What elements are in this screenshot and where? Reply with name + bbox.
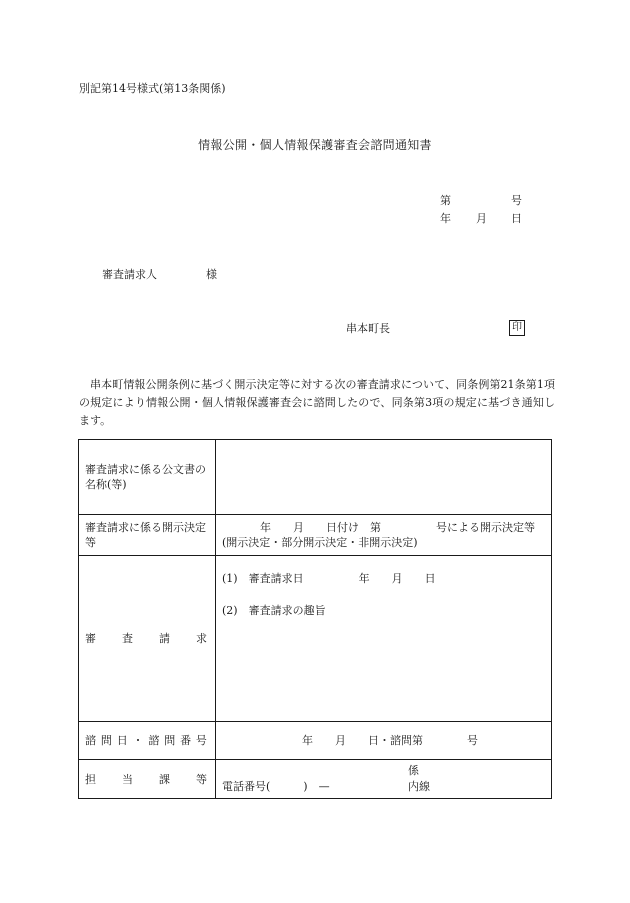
disclosure-decision-options: (開示決定・部分開示決定・非開示決定) xyxy=(222,536,418,549)
table-row xyxy=(79,515,552,556)
document-number xyxy=(440,194,522,208)
seal-mark: 印 xyxy=(509,320,525,336)
inquiry-label-char: 問 xyxy=(164,734,176,747)
document-title: 情報公開・個人情報保護審査会諮問通知書 xyxy=(198,138,432,152)
number-suffix: 号 xyxy=(511,194,522,207)
inquiry-label-char: 問 xyxy=(100,734,112,747)
inquiry-date-value[interactable] xyxy=(216,722,552,760)
request-value[interactable] xyxy=(216,556,552,722)
department-label-char: 担 xyxy=(85,772,96,786)
sender-name: 串本町長 xyxy=(346,322,390,335)
request-label xyxy=(79,556,216,722)
disclosure-decision-value[interactable] xyxy=(216,515,552,556)
department-value[interactable] xyxy=(216,760,552,799)
inquiry-date-label xyxy=(79,722,216,760)
department-label-char: 課 xyxy=(159,772,170,786)
addressee-honorific: 様 xyxy=(206,268,217,281)
date-year: 年 xyxy=(440,212,451,225)
department-label xyxy=(79,760,216,799)
inquiry-label-char: 日 xyxy=(116,734,128,747)
department-label-char: 当 xyxy=(122,772,133,786)
request-date-item: (1) 審査請求日 年 月 日 xyxy=(222,572,436,585)
disclosure-decision-line: 年 月 日付け 第 号による開示決定等 xyxy=(260,521,535,534)
inquiry-date-text: 年 月 日・諮問第 号 xyxy=(302,734,478,747)
department-kakari: 係 xyxy=(408,764,419,777)
department-phone: 電話番号( ) — xyxy=(222,780,330,793)
document-date xyxy=(440,212,522,226)
body-paragraph xyxy=(79,376,555,430)
body-text: 串本町情報公開条例に基づく開示決定等に対する次の審査請求について、同条例第21条第1項の規定により情報公開・個人情報保護審査会に諮問したので、同条第3項の規定に基づき通知します。 xyxy=(79,378,555,427)
inquiry-label-char: ・ xyxy=(132,734,144,747)
table-row xyxy=(79,760,552,799)
inquiry-label-char: 号 xyxy=(195,734,207,747)
request-purpose-item: (2) 審査請求の趣旨 xyxy=(222,604,326,617)
inquiry-label-char: 諮 xyxy=(148,734,160,747)
date-day: 日 xyxy=(511,212,522,225)
addressee-name: 審査請求人 xyxy=(102,268,157,281)
request-label-char: 求 xyxy=(196,632,207,645)
department-label-char: 等 xyxy=(196,772,207,786)
request-label-char: 審 xyxy=(85,632,96,645)
inquiry-label-char: 番 xyxy=(180,734,192,747)
table-row xyxy=(79,440,552,515)
table-row xyxy=(79,556,552,722)
addressee xyxy=(102,268,217,282)
date-month: 月 xyxy=(476,212,487,225)
request-label-char: 査 xyxy=(122,632,133,645)
table-row xyxy=(79,722,552,760)
document-name-value[interactable] xyxy=(216,440,552,515)
department-lines xyxy=(222,764,551,794)
notice-table xyxy=(78,439,552,799)
inquiry-label-char: 諮 xyxy=(85,734,96,747)
number-prefix: 第 xyxy=(440,194,451,207)
form-label: 別記第14号様式(第13条関係) xyxy=(79,82,226,95)
document-name-label: 審査請求に係る公文書の名称(等) xyxy=(79,440,216,515)
request-label-char: 請 xyxy=(159,632,170,645)
disclosure-decision-label: 審査請求に係る開示決定等 xyxy=(79,515,216,556)
department-naisen: 内線 xyxy=(408,780,430,793)
